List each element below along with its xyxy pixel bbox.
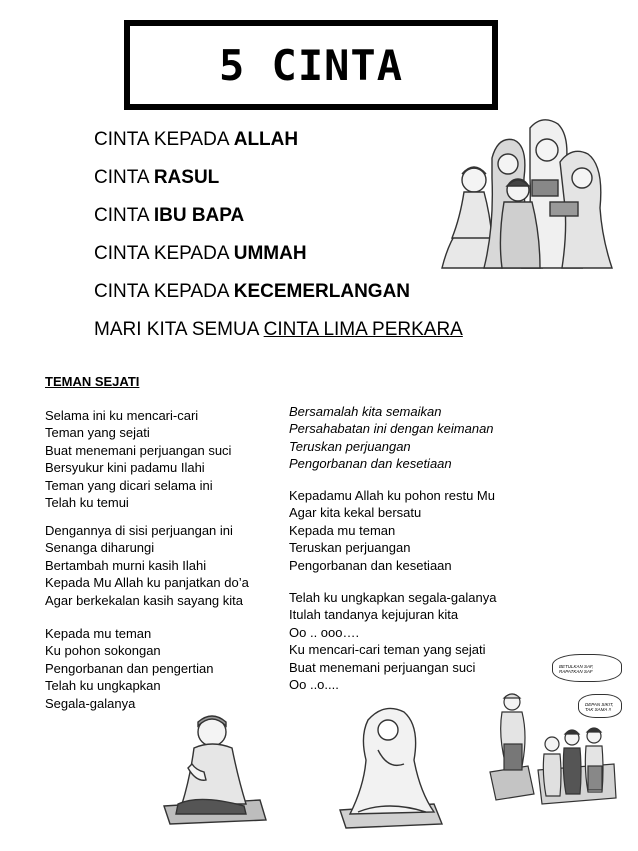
page-title: 5 CINTA — [218, 40, 403, 90]
cinta-line — [94, 168, 463, 187]
lyric-line: Ku pohon sokongan — [45, 643, 161, 659]
lyric-line: Buat menemani perjuangan suci — [289, 659, 476, 675]
lyric-line: Kepada mu teman — [45, 626, 152, 641]
lyric-line: Agar berkekalan kasih sayang kita — [45, 592, 244, 608]
lyric-line: Kepada Mu Allah ku panjatkan do’a — [45, 575, 249, 591]
lyric-line: Bertambah murni kasih Ilahi — [45, 557, 207, 573]
lyric-line: Oo .. ooo…. — [289, 624, 360, 640]
lyric-line: Oo ..o.... — [289, 676, 339, 692]
lyric-line: Teman yang dicari selama ini — [45, 477, 213, 493]
lyric-line: Segala-galanya — [45, 695, 136, 711]
left-verse-1 — [45, 407, 231, 511]
lyric-line: Buat menemani perjuangan suci — [45, 442, 232, 458]
lyric-line: Pengorbanan dan pengertian — [45, 660, 214, 676]
lyric-line: Teman yang sejati — [45, 425, 150, 441]
cinta-line-keyword: KECEMERLANGAN — [233, 281, 411, 302]
song-title: TEMAN SEJATI — [45, 374, 140, 389]
boy-praying-illustration — [160, 708, 270, 826]
lyric-line: Ku mencari-cari teman yang sejati — [289, 642, 486, 658]
lyric-line: Bersamalah kita semaikan — [289, 404, 442, 419]
cinta-line-prefix: CINTA KEPADA — [94, 129, 234, 150]
cinta-line-keyword: RASUL — [153, 167, 220, 188]
cinta-closing-prefix: MARI KITA SEMUA — [94, 319, 264, 340]
cinta-closing-line — [94, 320, 463, 339]
speech-bubble: BETULKAN SAF, RAPATKAN SAF — [552, 654, 622, 682]
cinta-line-prefix: CINTA KEPADA — [94, 243, 234, 264]
cinta-line-prefix: CINTA KEPADA — [94, 281, 234, 302]
lyric-line: Senanga diharungi — [45, 540, 155, 556]
left-verse-3 — [45, 625, 213, 712]
cinta-line-keyword: IBU BAPA — [153, 205, 245, 226]
cinta-line-prefix: CINTA — [94, 167, 154, 188]
lyric-line: Telah ku temui — [45, 494, 129, 510]
cinta-line — [94, 206, 463, 225]
right-verse-1 — [289, 487, 495, 574]
cinta-closing-underlined: CINTA LIMA PERKARA — [263, 319, 463, 340]
woman-praying-illustration — [338, 700, 448, 830]
lyric-line: Kepadamu Allah ku pohon restu Mu — [289, 488, 495, 503]
cinta-line — [94, 130, 463, 149]
cinta-line-keyword: UMMAH — [233, 243, 307, 264]
cinta-line-prefix: CINTA — [94, 205, 154, 226]
title-box — [124, 20, 498, 110]
lyric-line: Agar kita kekal bersatu — [289, 505, 422, 521]
lyric-line: Dengannya di sisi perjuangan ini — [45, 523, 233, 538]
cinta-line — [94, 244, 463, 263]
speech-bubble: DEPAN SIKIT, TAK SAMA !! — [578, 694, 622, 718]
right-chorus — [289, 403, 494, 473]
left-verse-2 — [45, 522, 249, 609]
lyric-line: Kepada mu teman — [289, 522, 396, 538]
cinta-line — [94, 282, 463, 301]
cinta-line-keyword: ALLAH — [233, 129, 299, 150]
lyric-line: Pengorbanan dan kesetiaan — [289, 456, 452, 472]
lyric-line: Pengorbanan dan kesetiaan — [289, 557, 452, 573]
right-verse-2 — [289, 589, 496, 693]
lyric-line: Telah ku ungkapkan segala-galanya — [289, 590, 497, 605]
lyric-line: Bersyukur kini padamu Ilahi — [45, 460, 205, 476]
cinta-list — [94, 130, 463, 358]
lyric-line: Teruskan perjuangan — [289, 540, 411, 556]
lyric-line: Itulah tandanya kejujuran kita — [289, 607, 459, 623]
lyric-line: Persahabatan ini dengan keimanan — [289, 421, 494, 437]
lyric-line: Teruskan perjuangan — [289, 438, 411, 454]
family-reading-illustration — [432, 118, 618, 278]
lyric-line: Telah ku ungkapkan — [45, 678, 161, 694]
lyric-line: Selama ini ku mencari-cari — [45, 408, 199, 423]
